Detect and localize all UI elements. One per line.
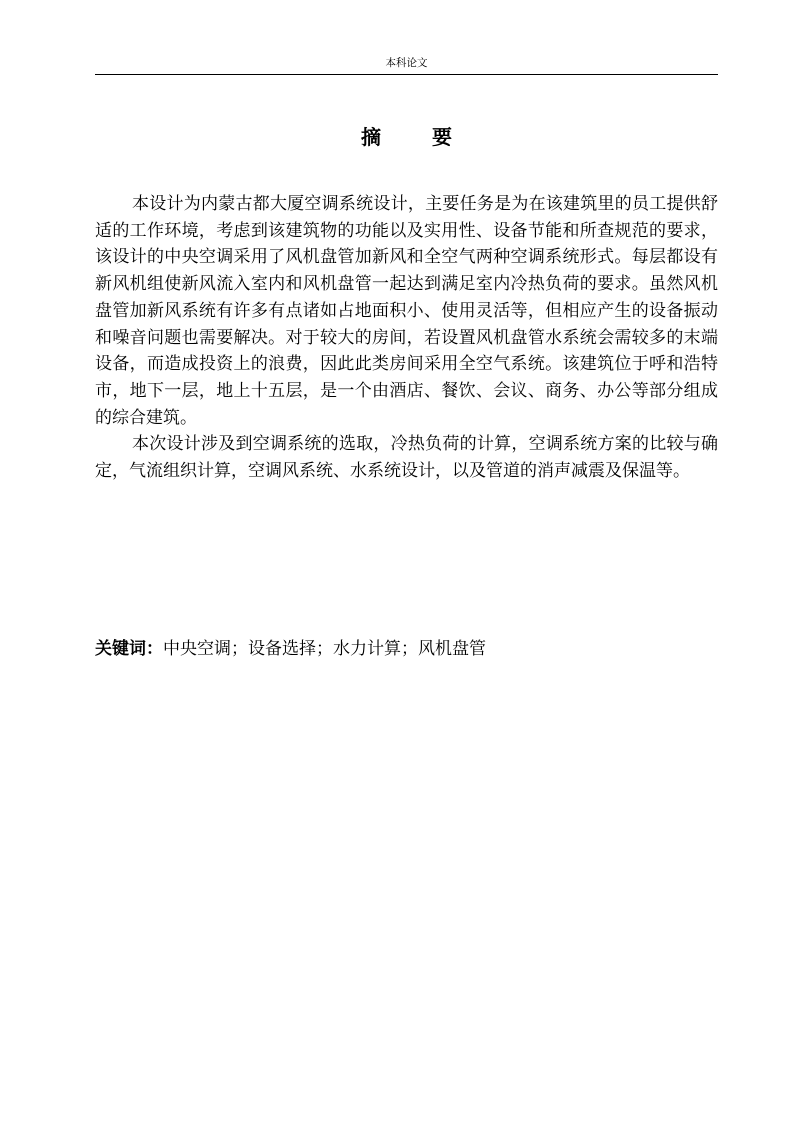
header-text: 本科论文 <box>385 57 428 69</box>
keywords-label: 关键词： <box>95 639 163 659</box>
abstract-paragraph: 本次设计涉及到空调系统的选取，冷热负荷的计算，空调系统方案的比较与确定，气流组织计算，空调风系统、水系统设计，以及管道的消声减震及保温等。 <box>95 434 718 482</box>
keywords-text: 中央空调；设备选择；水力计算；风机盘管 <box>163 639 486 659</box>
abstract-body <box>95 191 718 485</box>
keywords-line <box>95 636 718 662</box>
abstract-title: 摘 要 <box>361 125 474 149</box>
abstract-paragraph: 本设计为内蒙古都大厦空调系统设计，主要任务是为在该建筑里的员工提供舒适的工作环境，考虑到该建筑物的功能以及实用性、设备节能和所查规范的要求，该设计的中央空调采用了风机盘管加新风和全空气两种空调系统形式。每层都设有新风机组使新风流入室内和风机盘管一起达到满足室内冷热负荷的要求。虽然风机盘管加新风系统有许多有点诸如占地面积小、使用灵活等，但相应产生的设备振动和噪音问题也需要解决。对于较大的房间，若设置风机盘管水系统会需较多的末端设备，而造成投资上的浪费，因此此类房间采用全空气系统。该建筑位于呼和浩特市，地下一层，地上十五层，是一个由酒店、餐饮、会议、商务、办公等部分组成的综合建筑。 <box>95 194 718 428</box>
page-header <box>95 56 718 75</box>
